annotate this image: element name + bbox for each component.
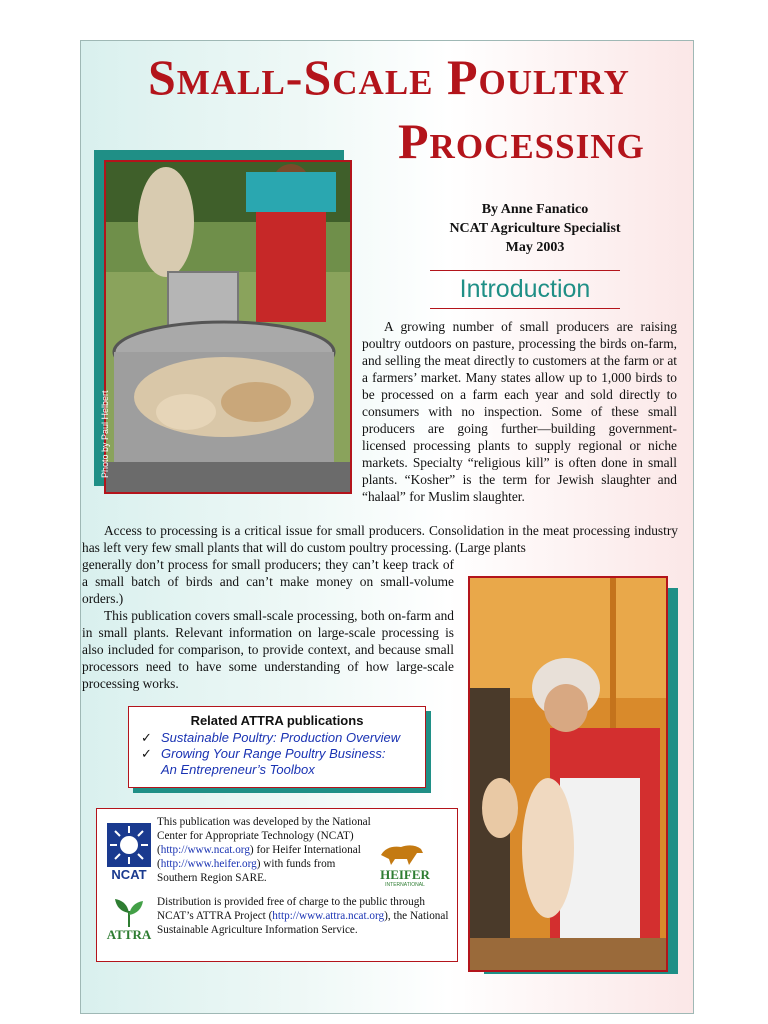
- heifer-logo-text: HEIFER: [380, 867, 430, 882]
- related-item-sustainable-poultry[interactable]: [129, 730, 425, 746]
- access-paragraph-top: [82, 522, 678, 556]
- photo-credit: Photo by Paul Helbert: [100, 390, 110, 478]
- ncat-url-link[interactable]: http://www.ncat.org: [160, 844, 250, 856]
- body-column-left: [82, 556, 454, 692]
- dist-text-2: ), the National Sustainable Agriculture Information Service.: [157, 910, 449, 936]
- checkmark-icon: ✓: [141, 746, 152, 761]
- attra-url-link[interactable]: http://www.attra.ncat.org: [272, 910, 385, 922]
- ncat-distribution-text: [157, 895, 449, 937]
- ncat-development-text: [157, 815, 371, 885]
- access-paragraph-a: Access to processing is a critical issue for small producers. Consolidation in the meat processing industry has left very few small plants that will do custom poultry processing. (Large plants: [82, 523, 678, 555]
- worker-photo: [468, 576, 668, 972]
- heifer-cow-logo-icon: [377, 839, 427, 867]
- ncat-logo-text: NCAT: [111, 867, 147, 882]
- heifer-url-link[interactable]: http://www.heifer.org: [160, 858, 257, 870]
- byline-author: By Anne Fanatico: [481, 202, 589, 217]
- plucker-photo: [100, 160, 352, 494]
- related-item-title: Growing Your Range Poultry Business:: [161, 746, 386, 761]
- worker-photo-illustration: [470, 578, 666, 970]
- heifer-logo-subtext: INTERNATIONAL: [385, 882, 425, 888]
- access-paragraph-b: generally don’t process for small producers; they can’t keep track of a small batch of birds and can’t make money on small-volume orders.): [82, 557, 454, 606]
- intro-paragraph-block: [362, 318, 677, 505]
- attra-plant-logo-icon: [111, 897, 147, 929]
- related-publications-box: [128, 706, 426, 788]
- related-item-title: Sustainable Poultry: Production Overview: [161, 730, 401, 745]
- page-title-line2: Processing: [398, 113, 645, 169]
- page-title-line1: Small-Scale Poultry: [148, 49, 630, 105]
- related-heading: Related ATTRA publications: [190, 713, 364, 728]
- dev-text-1: This publication was developed by the National Center for Appropriate Technology (NCAT) (: [157, 816, 371, 856]
- plucker-photo-illustration: [106, 162, 350, 492]
- dev-text-3: ) with funds from Southern Region SARE.: [157, 858, 336, 884]
- introduction-heading: Introduction: [430, 270, 620, 309]
- related-item-range-poultry[interactable]: [129, 746, 425, 778]
- checkmark-icon: ✓: [141, 730, 152, 745]
- related-item-subtitle: An Entrepreneur’s Toolbox: [161, 762, 315, 777]
- ncat-sun-logo-icon: [107, 823, 151, 867]
- byline-date: May 2003: [505, 240, 565, 255]
- dev-text-2: ) for Heifer International (: [157, 844, 361, 870]
- coverage-paragraph: This publication covers small-scale processing, both on-farm and in small plants. Relevant information on large-scale processing is also included for comparison, to provide context, and because small processors need to have some understanding of how large-scale processing works.: [82, 608, 454, 691]
- byline: [380, 200, 690, 257]
- attra-logo-text: ATTRA: [106, 927, 152, 942]
- intro-paragraph: A growing number of small producers are raising poultry outdoors on pasture, processing the birds on-farm, and selling the meat directly to customers at the farm or at a farmers’ market. Many states allow up to 1,000 birds to be processed on a farm each year and sold directly to consumers with no inspection. Some of these small producers are going further—building government-licensed processing plants to supply regional or niche markets. Specialty “religious kill” is often done in small plants. “Kosher” is the term for Jewish slaughter and “halaal” for Muslim slaughter.: [362, 319, 677, 504]
- byline-role: NCAT Agriculture Specialist: [449, 221, 621, 236]
- ncat-info-box: [96, 808, 458, 962]
- dist-text-1: Distribution is provided free of charge to the public through NCAT’s ATTRA Project (: [157, 896, 425, 922]
